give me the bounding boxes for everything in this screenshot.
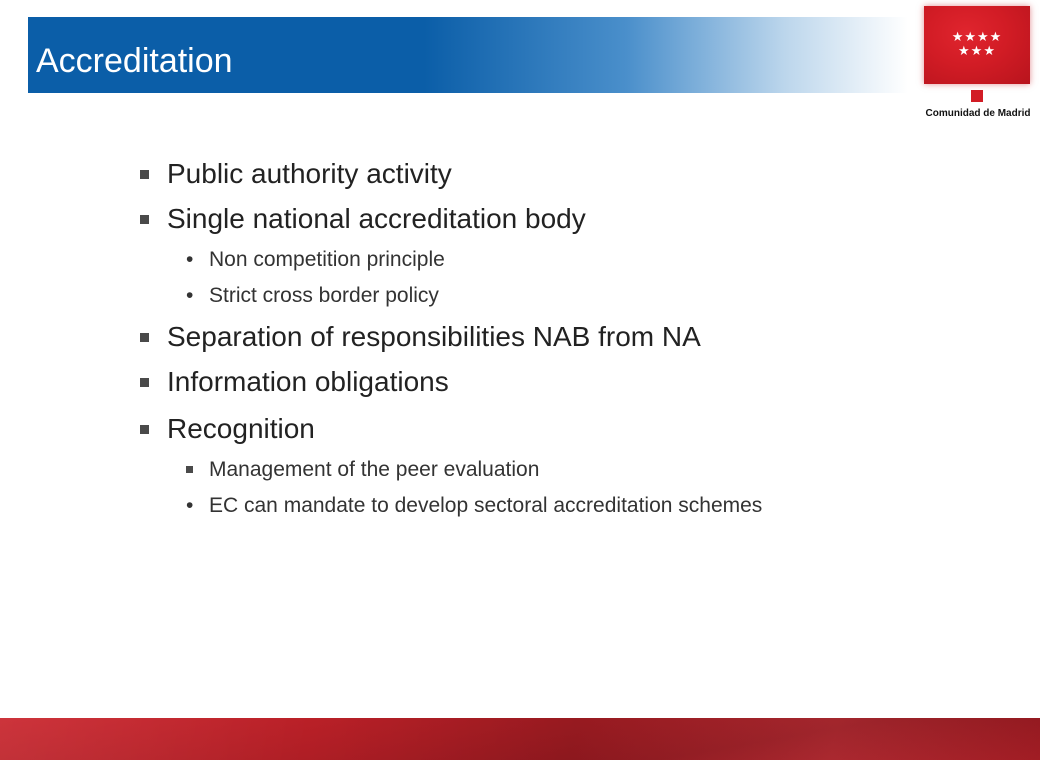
square-bullet-icon bbox=[140, 333, 149, 342]
list-item-text: Recognition bbox=[167, 413, 315, 444]
square-bullet-icon bbox=[140, 170, 149, 179]
square-bullet-icon bbox=[140, 378, 149, 387]
list-item-text: Management of the peer evaluation bbox=[209, 458, 540, 481]
dot-bullet-icon: • bbox=[186, 248, 194, 271]
stars-row-bottom: ★★★ bbox=[958, 43, 996, 58]
list-item-text: Public authority activity bbox=[167, 158, 452, 189]
list-item-text: Information obligations bbox=[167, 366, 449, 397]
logo-name: Comunidad de Madrid bbox=[925, 108, 1031, 119]
square-bullet-icon bbox=[186, 466, 193, 473]
slide-title: Accreditation bbox=[36, 42, 233, 80]
list-item-text: Strict cross border policy bbox=[209, 284, 439, 307]
footer-bar-shade bbox=[0, 718, 1040, 760]
square-bullet-icon bbox=[140, 425, 149, 434]
dot-bullet-icon: • bbox=[186, 284, 194, 307]
list-item-text: EC can mandate to develop sectoral accreditation schemes bbox=[209, 494, 763, 517]
footer-bar bbox=[0, 718, 1040, 760]
dot-bullet-icon: • bbox=[186, 494, 194, 517]
stars-row-top: ★★★★ bbox=[951, 29, 1003, 44]
list-item-text: Non competition principle bbox=[209, 248, 445, 271]
square-bullet-icon bbox=[140, 215, 149, 224]
list-item-text: Separation of responsibilities NAB from NA bbox=[167, 321, 701, 352]
list-item-text: Single national accreditation body bbox=[167, 203, 586, 234]
